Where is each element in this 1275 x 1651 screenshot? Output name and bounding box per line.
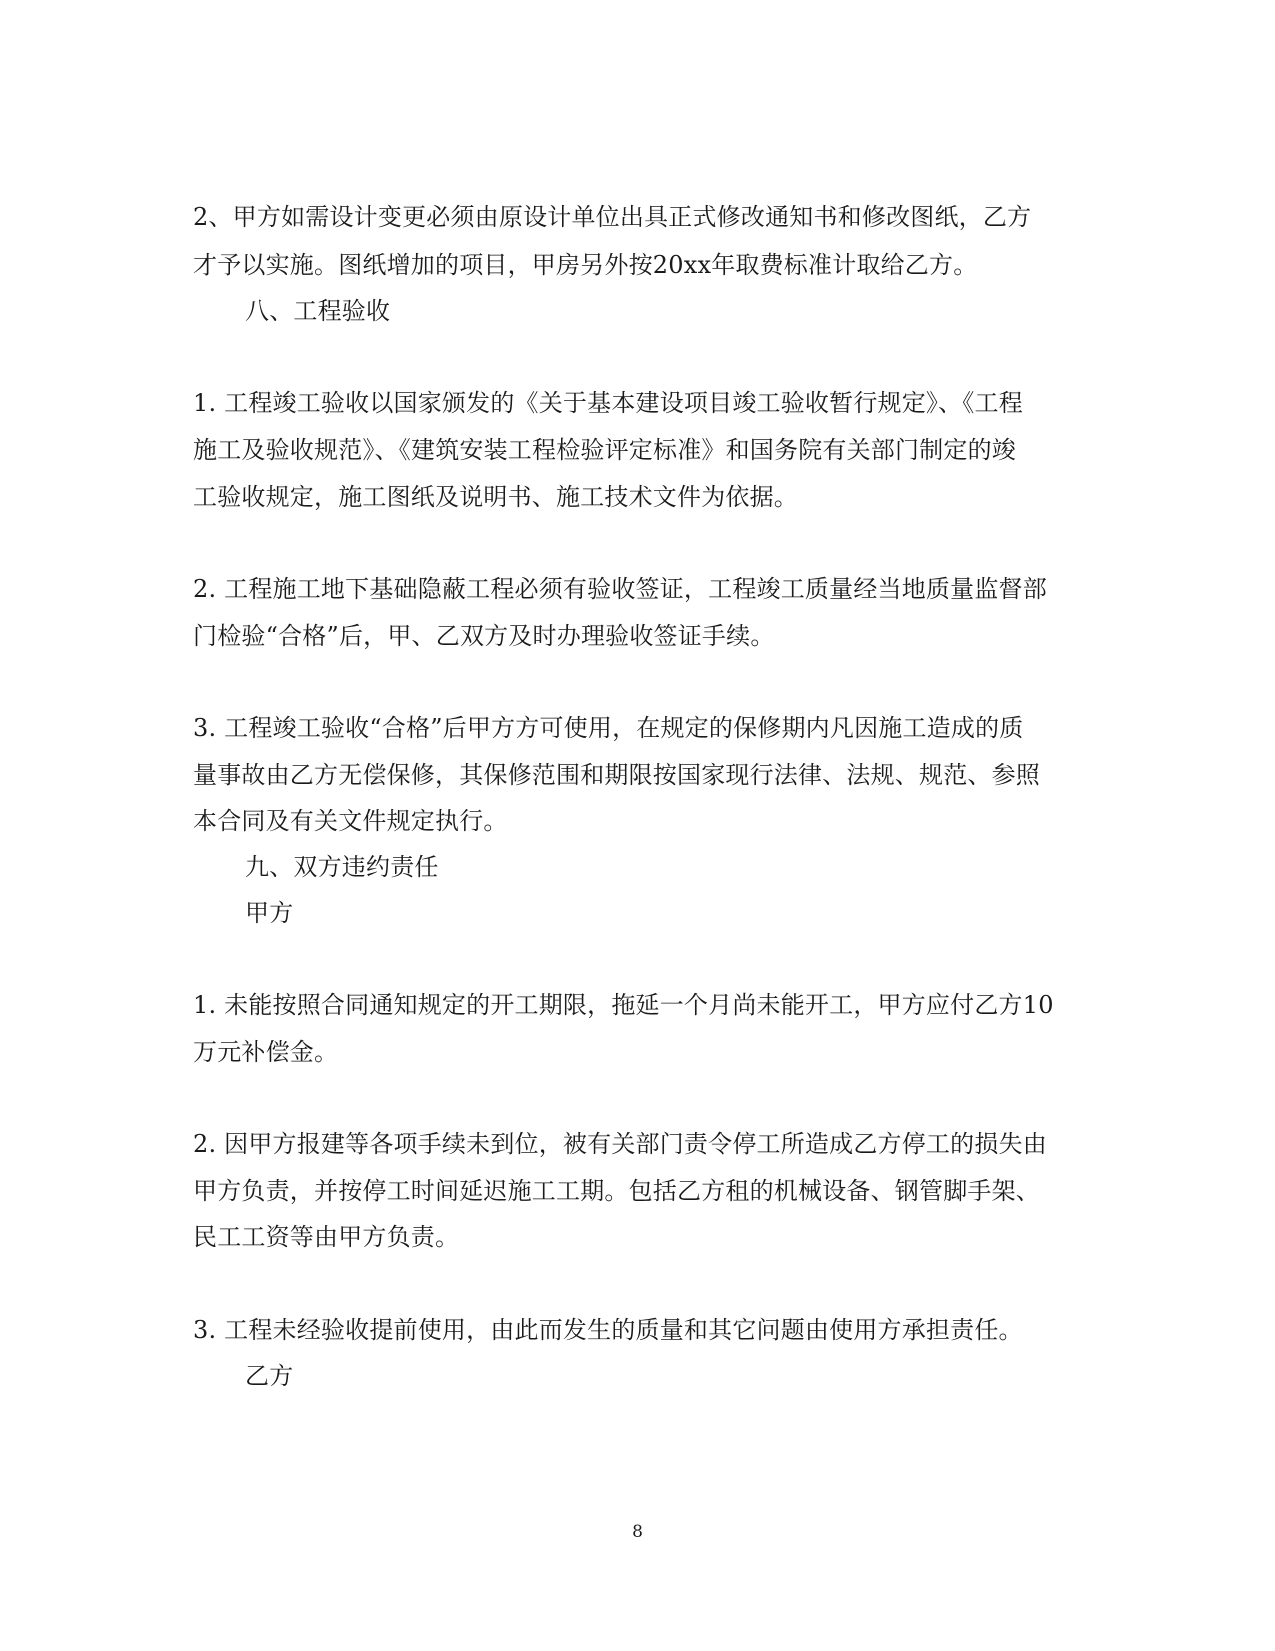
section-heading: 九、双方违约责任 bbox=[245, 853, 439, 881]
paragraph-line: 门检验“合格”后，甲、乙双方及时办理验收签证手续。 bbox=[193, 622, 775, 650]
paragraph-line: 2. 工程施工地下基础隐蔽工程必须有验收签证，工程竣工质量经当地质量监督部 bbox=[193, 575, 1047, 603]
paragraph-line: 1. 工程竣工验收以国家颁发的《关于基本建设项目竣工验收暂行规定》、《工程 bbox=[193, 389, 1023, 417]
paragraph-line: 工验收规定，施工图纸及说明书、施工技术文件为依据。 bbox=[193, 483, 798, 511]
paragraph-line: 2. 因甲方报建等各项手续未到位，被有关部门责令停工所造成乙方停工的损失由 bbox=[193, 1130, 1047, 1158]
paragraph-line: 才予以实施。图纸增加的项目，甲房另外按20xx年取费标准计取给乙方。 bbox=[193, 251, 978, 279]
paragraph-line: 施工及验收规范》、《建筑安装工程检验评定标准》和国务院有关部门制定的竣 bbox=[193, 436, 1016, 464]
section-heading: 八、工程验收 bbox=[245, 297, 391, 325]
paragraph-line: 3. 工程未经验收提前使用，由此而发生的质量和其它问题由使用方承担责任。 bbox=[193, 1316, 1023, 1344]
paragraph-line: 本合同及有关文件规定执行。 bbox=[193, 807, 508, 835]
paragraph-line: 1. 未能按照合同通知规定的开工期限，拖延一个月尚未能开工，甲方应付乙方10 bbox=[193, 991, 1054, 1019]
page-number: 8 bbox=[632, 1522, 643, 1542]
paragraph-line: 民工工资等由甲方负责。 bbox=[193, 1223, 460, 1251]
paragraph-line: 2、甲方如需设计变更必须由原设计单位出具正式修改通知书和修改图纸，乙方 bbox=[193, 203, 1032, 231]
paragraph-line: 3. 工程竣工验收“合格”后甲方方可使用，在规定的保修期内凡因施工造成的质 bbox=[193, 714, 1024, 742]
subsection-heading: 乙方 bbox=[245, 1362, 294, 1390]
paragraph-line: 万元补偿金。 bbox=[193, 1038, 339, 1066]
subsection-heading: 甲方 bbox=[245, 899, 294, 927]
paragraph-line: 甲方负责，并按停工时间延迟施工工期。包括乙方租的机械设备、钢管脚手架、 bbox=[193, 1177, 1040, 1205]
paragraph-line: 量事故由乙方无偿保修，其保修范围和期限按国家现行法律、法规、规范、参照 bbox=[193, 761, 1040, 789]
